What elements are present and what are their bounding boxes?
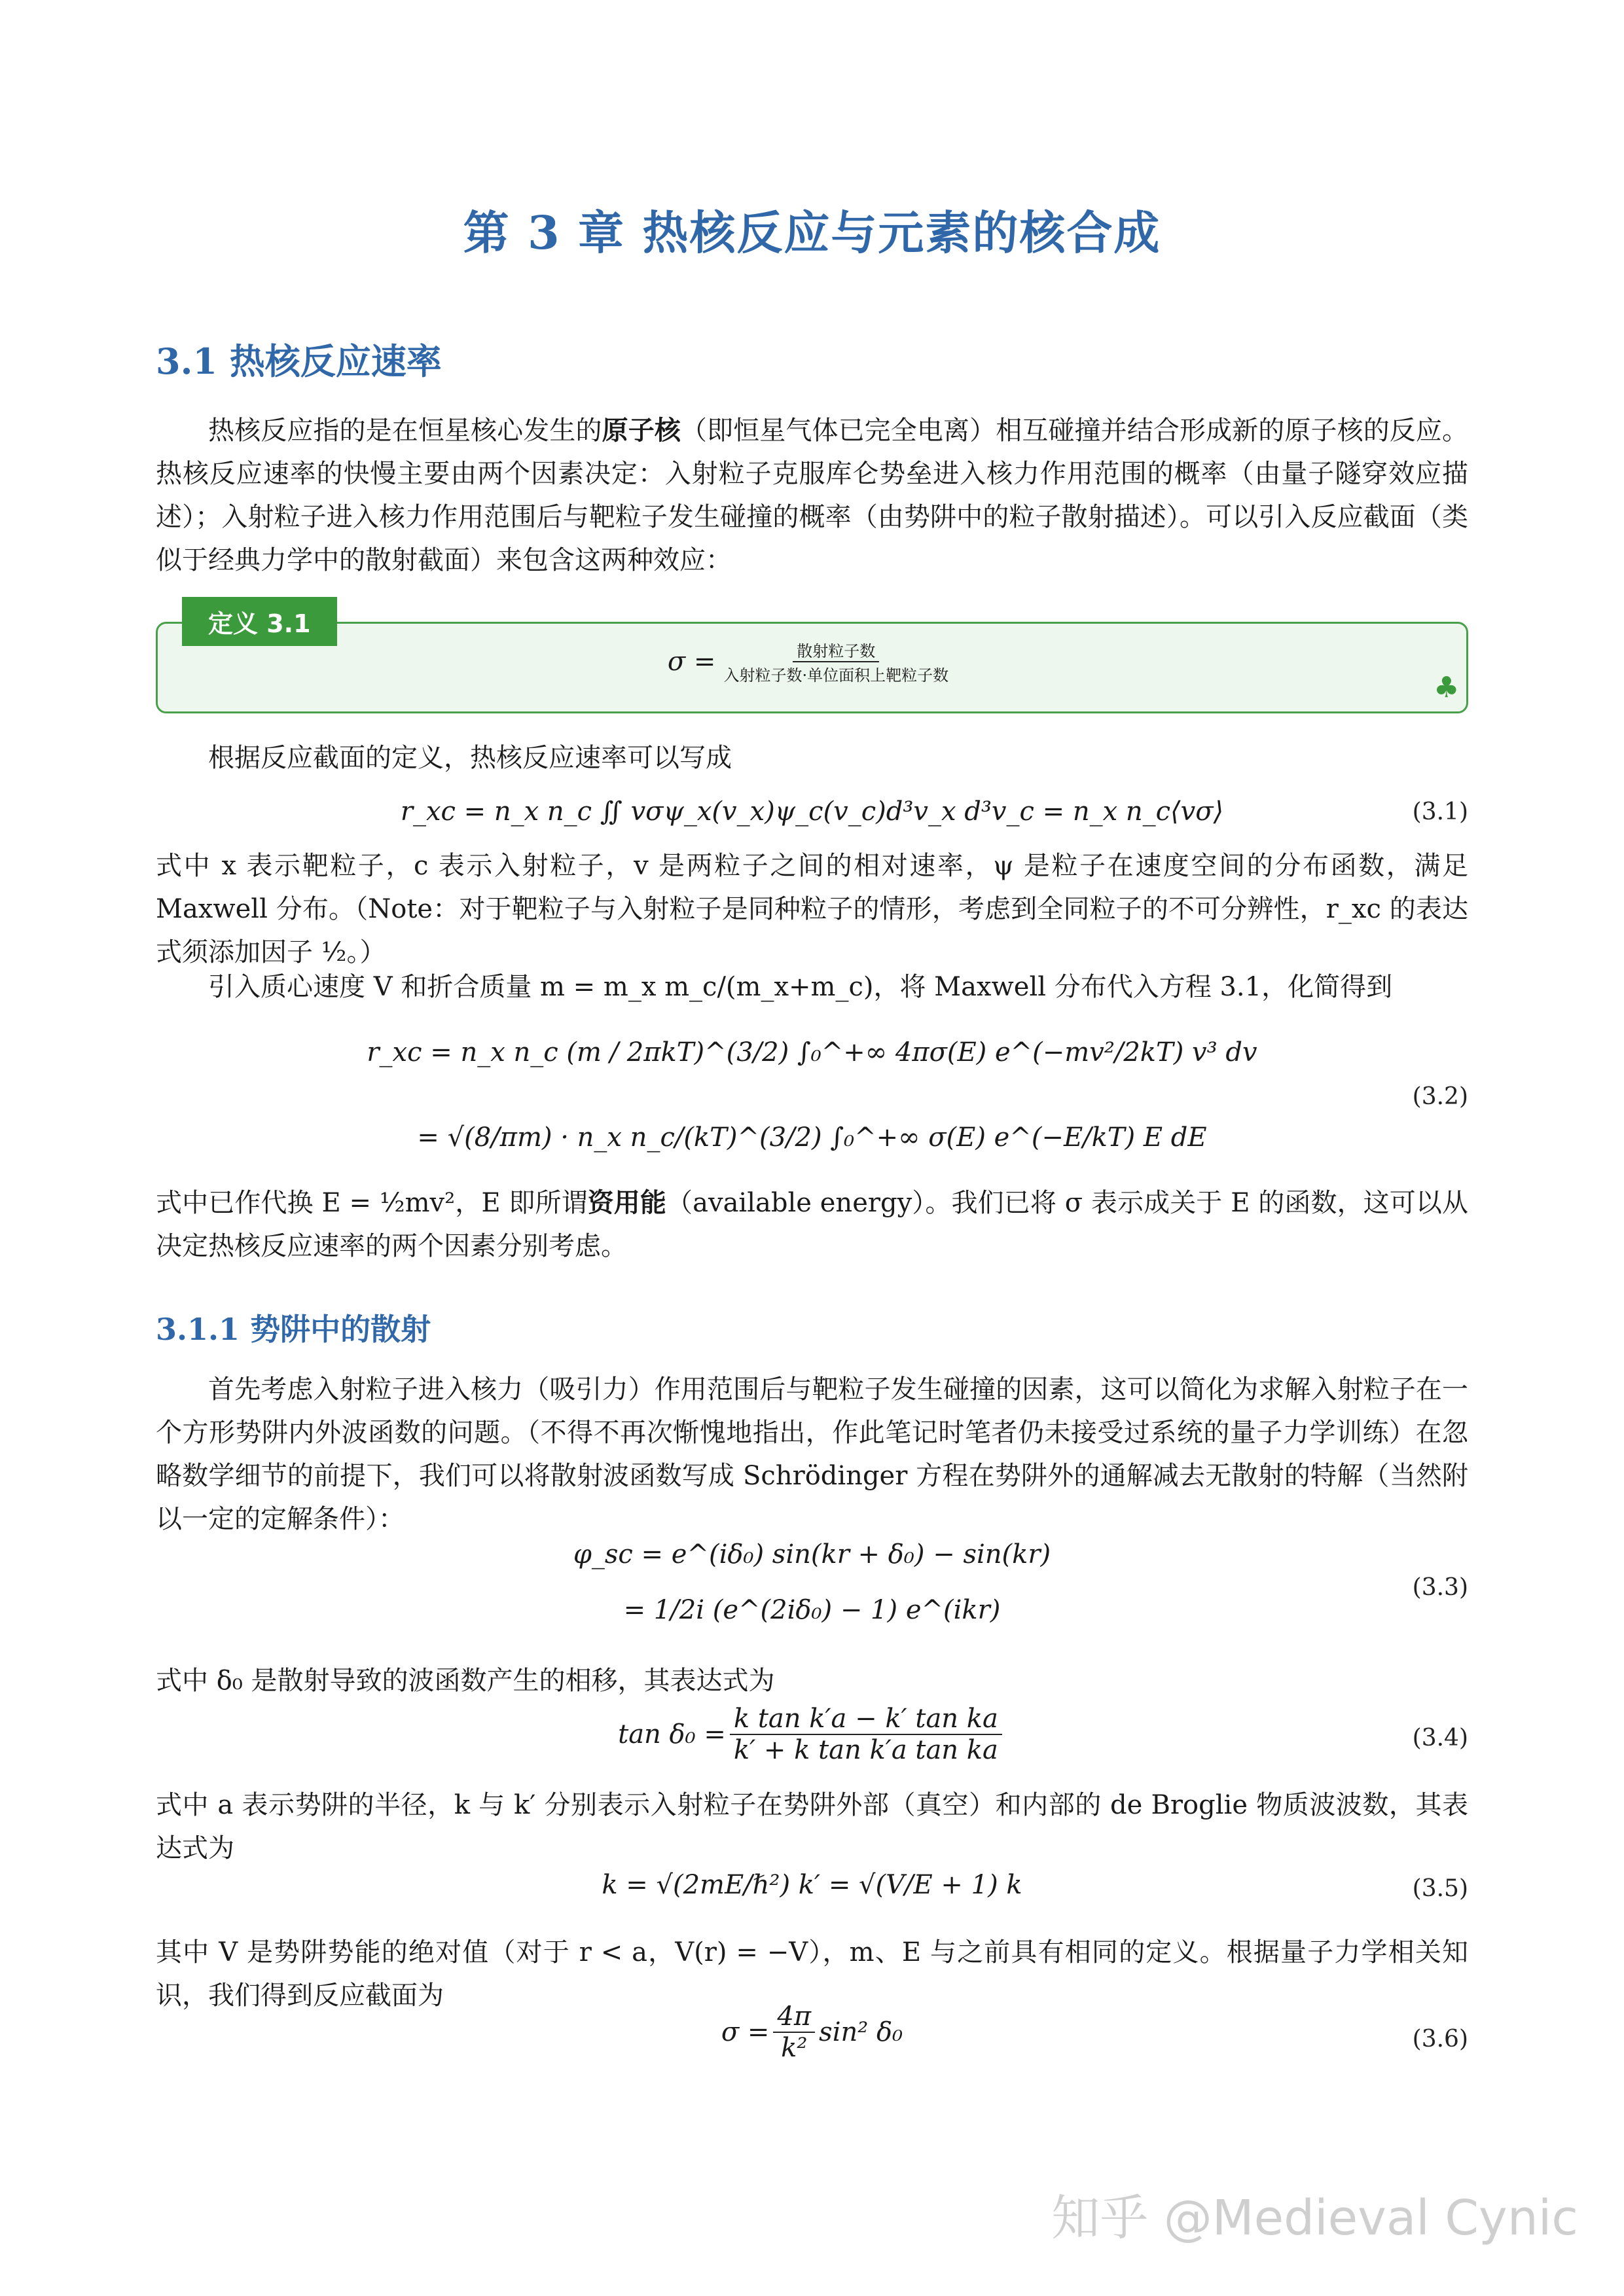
equation-3-3-line1-text: φ_sc = e^(iδ₀) sin(kr + δ₀) − sin(kr) bbox=[573, 1539, 1051, 1570]
intro-text-1: 热核反应指的是在恒星核心发生的 bbox=[208, 416, 602, 446]
equation-3-3-number: (3.3) bbox=[1412, 1574, 1468, 1601]
equation-3-3-line1 bbox=[156, 1532, 1468, 1577]
after-eq32-bold-term: 资用能 bbox=[587, 1187, 667, 1218]
equation-3-1-number: (3.1) bbox=[1412, 798, 1468, 825]
potential-paragraph: 其中 V 是势阱势能的绝对值（对于 r < a，V(r) = −V），m、E 与之前具有相同的定义。根据量子力学相关知识，我们得到反应截面为 bbox=[156, 1937, 1468, 2011]
equation-3-2-line2 bbox=[156, 1106, 1468, 1168]
equation-3-3-line2 bbox=[156, 1587, 1468, 1633]
equation-3-6 bbox=[156, 1996, 1468, 2068]
equation-3-6-rhs: sin² δ₀ bbox=[819, 2017, 903, 2047]
equation-3-6-fraction bbox=[773, 2001, 815, 2063]
equation-3-2-line1-text: r_xc = n_x n_c (m / 2πkT)^(3/2) ∫₀^+∞ 4πσ(E) e^(−mv²/2kT) v³ dv bbox=[367, 1037, 1257, 1067]
intro-bold-term: 原子核 bbox=[602, 415, 681, 446]
after-eq32-paragraph bbox=[156, 1181, 1468, 1268]
equation-3-4-fraction bbox=[730, 1704, 1002, 1765]
equation-3-1 bbox=[156, 789, 1468, 834]
after-eq32-text-2: （available energy）。我们已将 σ 表示成关于 E 的函数，这可以从决定热核反应速率的两个因素分别考虑。 bbox=[156, 1188, 1468, 1261]
equation-3-2-number: (3.2) bbox=[1412, 1083, 1468, 1110]
after-eq32-text-1: 式中已作代换 E = ½mv²，E 即所谓 bbox=[156, 1188, 588, 1218]
equation-3-5 bbox=[156, 1849, 1468, 1921]
definition-label: 定义 3.1 bbox=[182, 597, 337, 646]
equation-3-4-number: (3.4) bbox=[1412, 1725, 1468, 1751]
wave-number-paragraph: 式中 a 表示势阱的半径，k 与 k′ 分别表示入射粒子在势阱外部（真空）和内部的 de Broglie 物质波波数，其表达式为 bbox=[156, 1790, 1468, 1863]
section-title: 3.1 热核反应速率 bbox=[156, 340, 442, 382]
club-icon: ♣ bbox=[1434, 671, 1460, 704]
rate-intro-paragraph: 根据反应截面的定义，热核反应速率可以写成 bbox=[208, 743, 732, 773]
definition-lhs: σ = bbox=[667, 647, 716, 677]
equation-3-6-denominator: k² bbox=[781, 2033, 808, 2063]
definition-fraction bbox=[719, 638, 952, 685]
equation-3-1-text: r_xc = n_x n_c ∬ vσψ_x(v_x)ψ_c(v_c)d³v_x d³v_c = n_x n_c⟨vσ⟩ bbox=[400, 797, 1224, 827]
chapter-title: 第 3 章 热核反应与元素的核合成 bbox=[463, 206, 1161, 260]
equation-3-2-line2-text: = √(8/πm) · n_x n_c/(kT)^(3/2) ∫₀^+∞ σ(E) e^(−E/kT) E dE bbox=[417, 1122, 1207, 1153]
equation-3-5-text: k = √(2mE/ℏ²) k′ = √(V/E + 1) k bbox=[602, 1870, 1022, 1900]
equation-3-4 bbox=[156, 1698, 1468, 1770]
equation-3-2-line1 bbox=[156, 1021, 1468, 1083]
scatter-paragraph: 首先考虑入射粒子进入核力（吸引力）作用范围后与靶粒子发生碰撞的因素，这可以简化为求解入射粒子在一个方形势阱内外波函数的问题。（不得不再次惭愧地指出，作此笔记时笔者仍未接受过系统的量子力学训练）在忽略数学细节的前提下，我们可以将散射波函数写成 Schrödinger 方程在势阱外的通解减去无散射的特解（当然附以一定的定解条件）： bbox=[156, 1374, 1468, 1534]
equation-3-4-numerator: k tan k′a − k′ tan ka bbox=[730, 1704, 1002, 1735]
subsection-title: 3.1.1 势阱中的散射 bbox=[156, 1312, 431, 1347]
definition-denominator: 入射粒子数·单位面积上靶粒子数 bbox=[723, 666, 949, 685]
definition-numerator: 散射粒子数 bbox=[793, 638, 879, 662]
reduced-mass-paragraph: 引入质心速度 V 和折合质量 m = m_x m_c/(m_x+m_c)，将 Maxwell 分布代入方程 3.1，化简得到 bbox=[208, 972, 1393, 1002]
watermark: 知乎 @Medieval Cynic bbox=[1051, 2190, 1578, 2246]
intro-text-2: （即恒星气体已完全电离）相互碰撞并结合形成新的原子核的反应。热核反应速率的快慢主要由两个因素决定：入射粒子克服库仑势垒进入核力作用范围的概率（由量子隧穿效应描述）；入射粒子进入核力作用范围后与靶粒子发生碰撞的概率（由势阱中的粒子散射描述）。可以引入反应截面（类似于经典力学中的散射截面）来包含这两种效应： bbox=[156, 416, 1469, 575]
equation-3-6-numerator: 4π bbox=[773, 2001, 815, 2033]
definition-formula bbox=[156, 638, 1468, 685]
equation-3-4-denominator: k′ + k tan k′a tan ka bbox=[733, 1735, 998, 1765]
intro-paragraph bbox=[156, 409, 1468, 582]
equation-3-3-line2-text: = 1/2i (e^(2iδ₀) − 1) e^(ikr) bbox=[623, 1595, 1001, 1625]
equation-3-6-lhs: σ = bbox=[721, 2017, 770, 2047]
equation-3-4-lhs: tan δ₀ = bbox=[618, 1719, 726, 1749]
equation-3-6-number: (3.6) bbox=[1412, 2026, 1468, 2053]
after-eq31-paragraph: 式中 x 表示靶粒子，c 表示入射粒子，v 是两粒子之间的相对速率，ψ 是粒子在速度空间的分布函数，满足 Maxwell 分布。（Note：对于靶粒子与入射粒子是同种粒子的情形，考虑到全同粒子的不可分辨性，r_xc 的表达式须添加因子 ½。） bbox=[156, 851, 1468, 967]
equation-3-5-number: (3.5) bbox=[1412, 1875, 1468, 1902]
phase-paragraph: 式中 δ₀ 是散射导致的波函数产生的相移，其表达式为 bbox=[156, 1666, 775, 1696]
